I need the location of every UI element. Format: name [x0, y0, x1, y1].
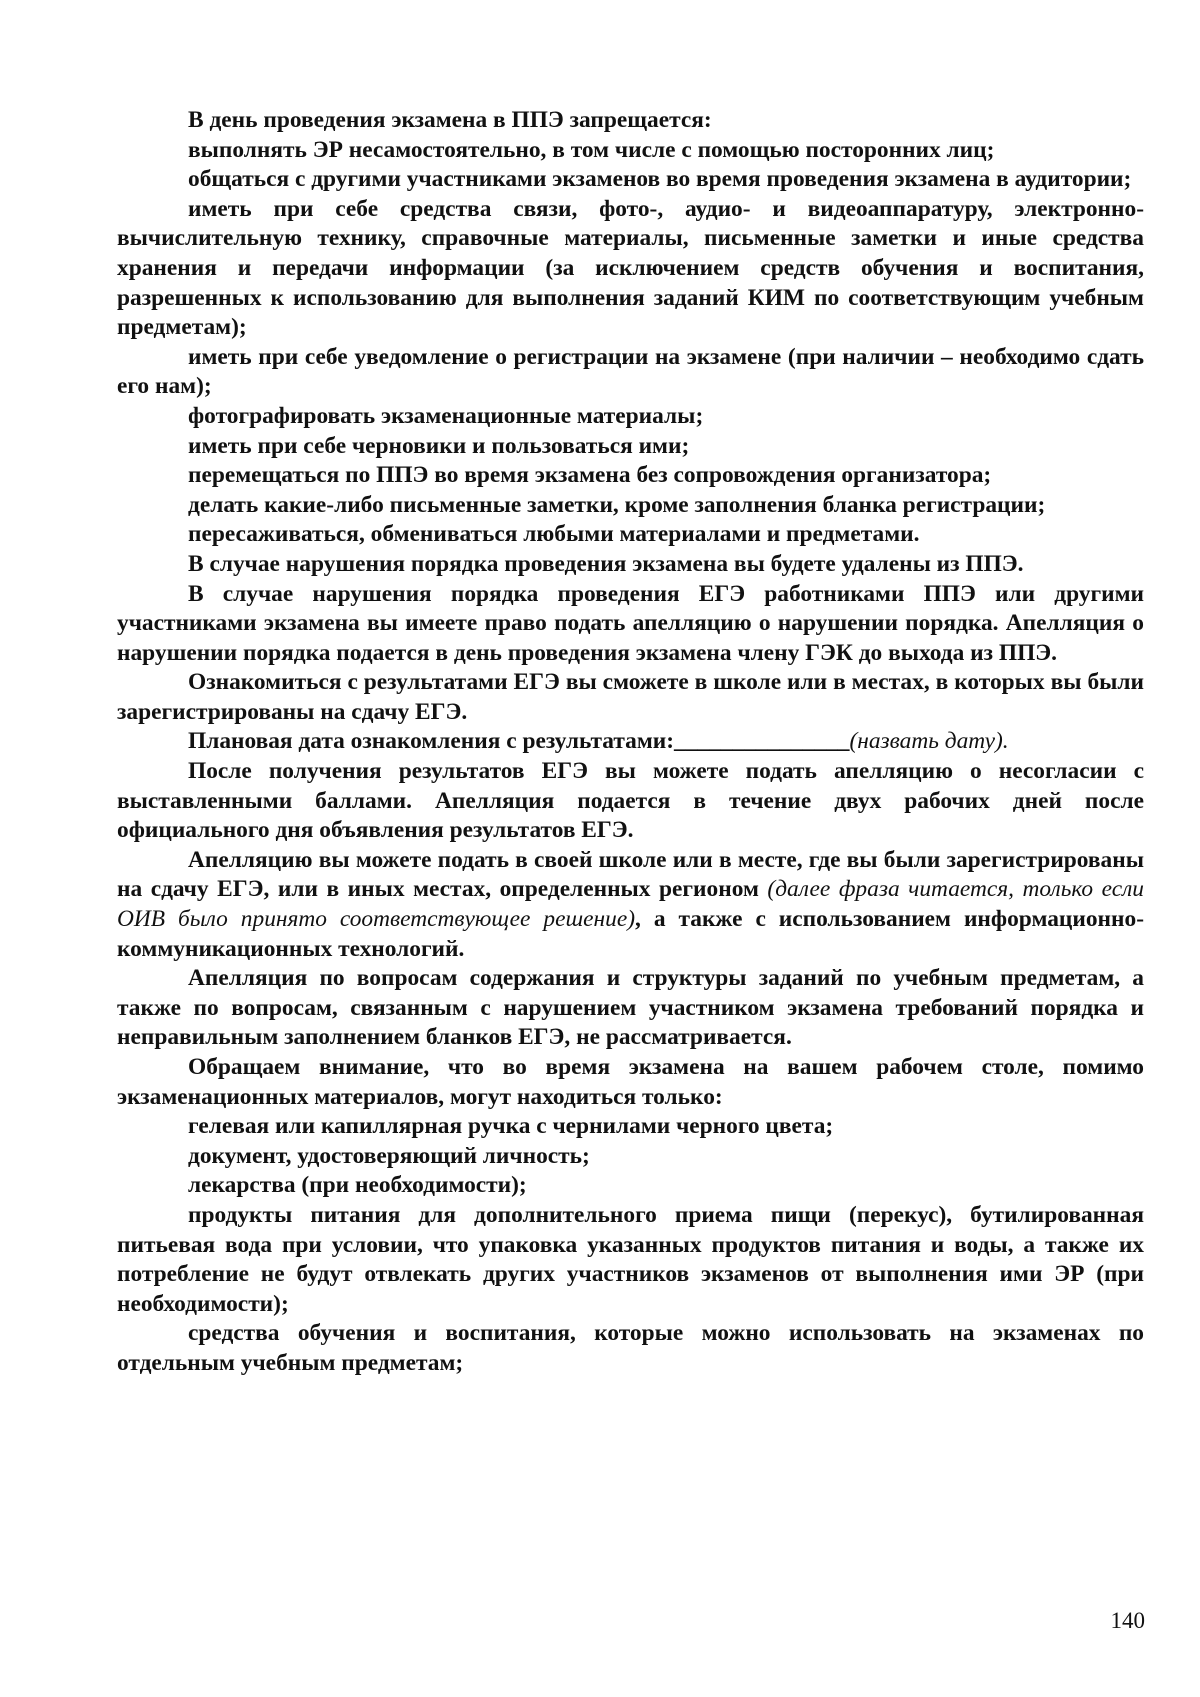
- paragraph-prohibition-independent-work: выполнять ЭР несамостоятельно, в том числе с помощью посторонних лиц;: [188, 136, 995, 163]
- paragraph-violation-appeal: В случае нарушения порядка проведения ЕГЭ работниками ППЭ или другими участниками экзамена вы имеете право подать апелляцию о нарушении порядка. Апелляция о нарушении порядка подается в день проведения экзамена члену ГЭК до выхода из ППЭ.: [117, 580, 1144, 666]
- paragraph-prohibition-exchange: пересаживаться, обмениваться любыми материалами и предметами.: [188, 521, 920, 548]
- paragraph-prohibition-drafts: иметь при себе черновики и пользоваться ими;: [188, 432, 690, 459]
- paragraph-desk-items-intro: Обращаем внимание, что во время экзамена на вашем рабочем столе, помимо экзаменационных материалов, могут находиться только:: [117, 1054, 1144, 1110]
- paragraph-desk-item-id: документ, удостоверяющий личность;: [188, 1142, 590, 1169]
- paragraph-desk-item-medicine: лекарства (при необходимости);: [188, 1172, 527, 1199]
- paragraph-prohibition-communication: общаться с другими участниками экзаменов во время проведения экзамена в аудитории;: [188, 166, 1132, 193]
- page-number: 140: [1110, 1608, 1145, 1633]
- results-date-hint: (назвать дату).: [849, 728, 1009, 755]
- paragraph-score-appeal: После получения результатов ЕГЭ вы можете подать апелляцию о несогласии с выставленными баллами. Апелляция подается в течение двух рабочих дней после официального дня объявления результатов ЕГЭ.: [117, 758, 1144, 844]
- paragraph-desk-item-learning-aids: средства обучения и воспитания, которые можно использовать на экзаменах по отдельным учебным предметам;: [117, 1320, 1144, 1376]
- paragraph-appeal-not-considered: Апелляция по вопросам содержания и структуры заданий по учебным предметам, а также по вопросам, связанным с нарушением участником экзамена требований порядка и неправильным заполнением бланков ЕГЭ, не рассматривается.: [117, 965, 1144, 1051]
- paragraph-desk-item-food: продукты питания для дополнительного приема пищи (перекус), бутилированная питьевая вода при условии, что упаковка указанных продуктов питания и воды, а также их потребление не будут отвлекать других участников экзаменов от выполнения ими ЭР (при необходимости);: [117, 1201, 1144, 1317]
- paragraph-prohibition-photo: фотографировать экзаменационные материалы;: [188, 402, 704, 429]
- paragraph-removal-warning: В случае нарушения порядка проведения экзамена вы будете удалены из ППЭ.: [188, 550, 1024, 577]
- paragraph-results-date: [117, 727, 1144, 757]
- document-page: [117, 106, 1144, 1379]
- results-date-blank: _______________: [674, 728, 850, 755]
- appeal-places-tail: , а также с использованием информационно-коммуникационных технологий.: [117, 906, 1144, 962]
- paragraph-prohibition-moving: перемещаться по ППЭ во время экзамена без сопровождения организатора;: [188, 462, 992, 489]
- paragraph-appeal-places: [117, 846, 1144, 964]
- paragraph-prohibition-devices: иметь при себе средства связи, фото-, аудио- и видеоаппаратуру, электронно-вычислительную технику, справочные материалы, письменные заметки и иные средства хранения и передачи информации (за исключением средств обучения и воспитания, разрешенных к использованию для выполнения заданий КИМ по соответствующим учебным предметам);: [117, 195, 1144, 341]
- results-date-label: Плановая дата ознакомления с результатами:: [188, 728, 675, 755]
- paragraph-prohibition-notes: делать какие-либо письменные заметки, кроме заполнения бланка регистрации;: [188, 491, 1046, 518]
- appeal-places-italic-note: (далее фраза читается, только если ОИВ было принято соответствующее решение): [117, 876, 1144, 933]
- paragraph-results-location: Ознакомиться с результатами ЕГЭ вы сможете в школе или в местах, в которых вы были зарегистрированы на сдачу ЕГЭ.: [117, 669, 1144, 725]
- paragraph-prohibition-notification: иметь при себе уведомление о регистрации на экзамене (при наличии – необходимо сдать его нам);: [117, 343, 1144, 400]
- appeal-places-lead: Апелляцию вы можете подать в своей школе или в месте, где вы были зарегистрированы на сдачу ЕГЭ, или в иных местах, определенных регионом: [117, 846, 1144, 903]
- paragraph-prohibitions-heading: В день проведения экзамена в ППЭ запрещается:: [188, 107, 712, 133]
- paragraph-desk-item-pen: гелевая или капиллярная ручка с чернилами черного цвета;: [188, 1113, 834, 1140]
